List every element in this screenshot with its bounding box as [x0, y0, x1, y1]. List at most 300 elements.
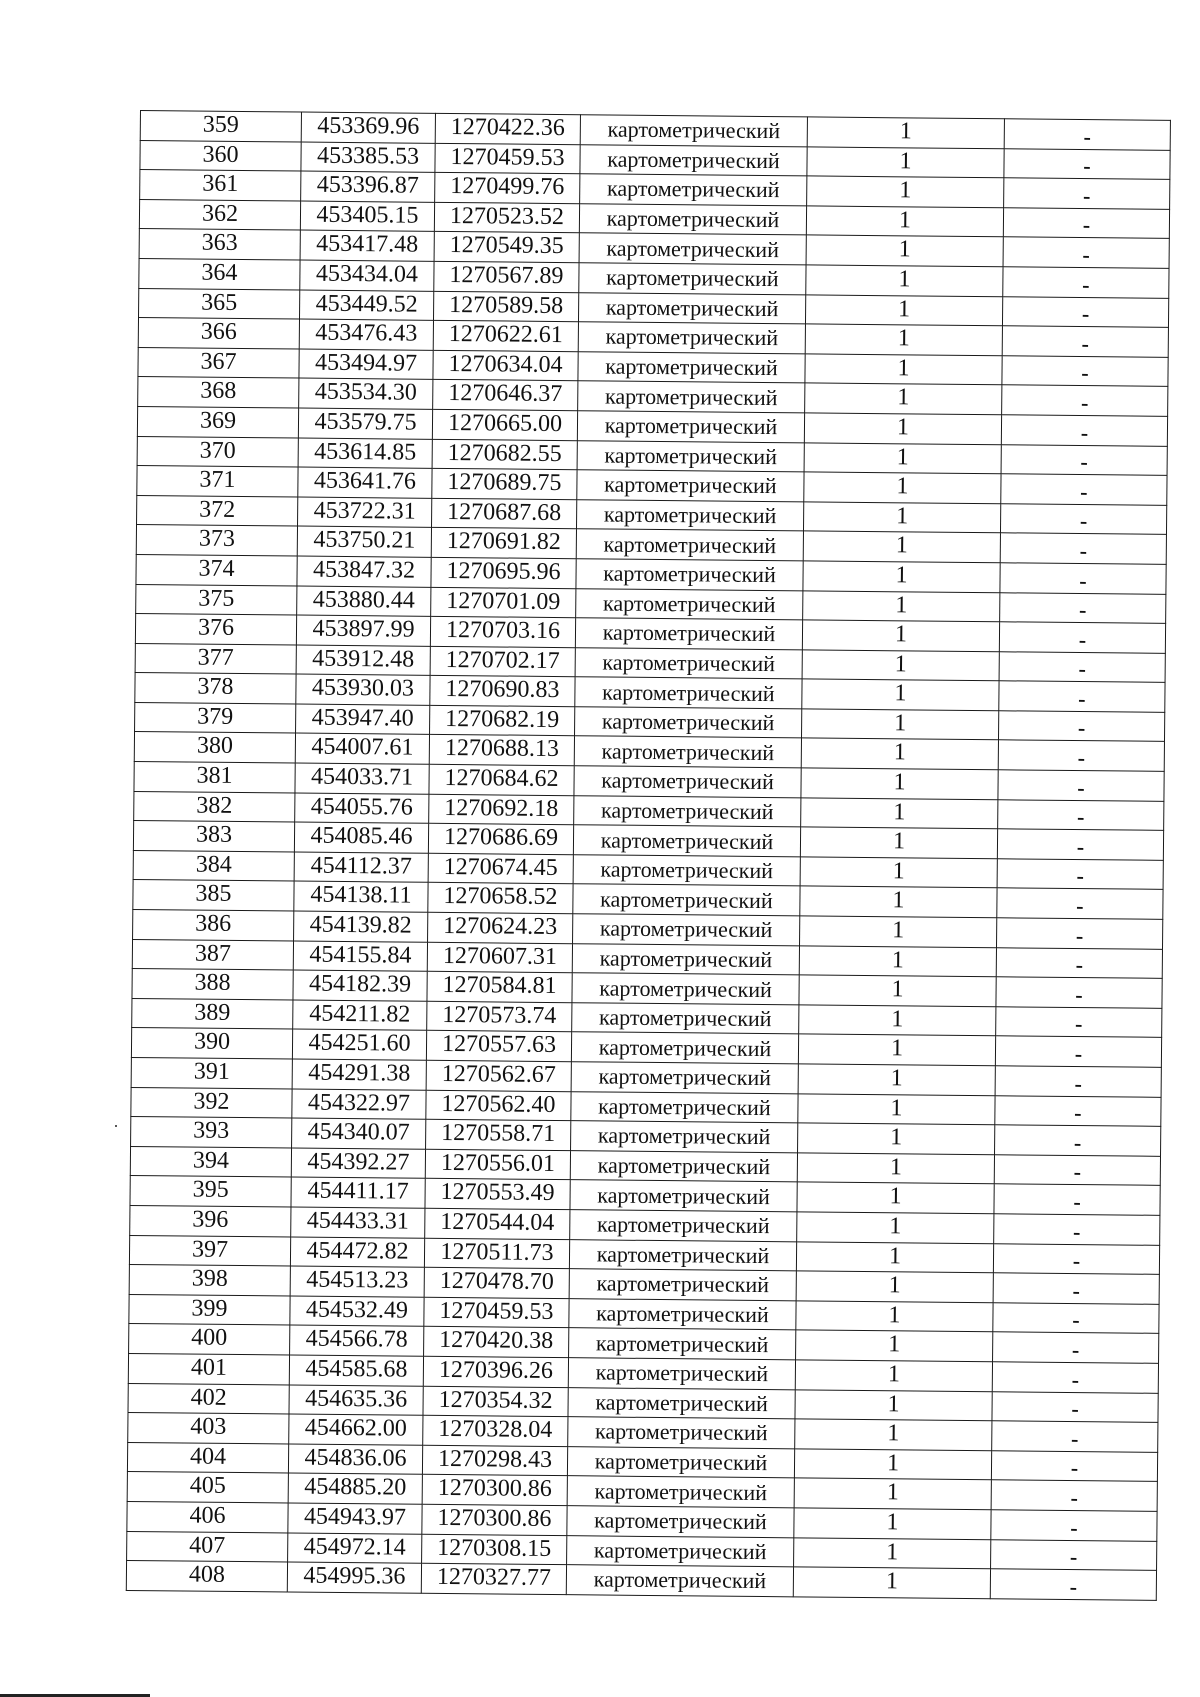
- method-cell: картометрический: [578, 381, 805, 413]
- x-coordinate-cell: 454635.36: [289, 1385, 423, 1416]
- description-cell: -: [993, 1302, 1159, 1333]
- precision-cell: 1: [793, 1567, 990, 1598]
- point-number-cell: 389: [132, 998, 293, 1029]
- point-number-cell: 387: [132, 939, 293, 970]
- point-number-cell: 391: [131, 1057, 292, 1088]
- point-number-cell: 377: [135, 643, 296, 674]
- description-cell: -: [1004, 178, 1170, 209]
- description-cell: -: [995, 1125, 1161, 1156]
- point-number-cell: 383: [133, 821, 294, 852]
- scan-dust-dot: [115, 1125, 117, 1127]
- method-cell: картометрический: [580, 174, 807, 206]
- point-number-cell: 366: [138, 318, 299, 349]
- precision-cell: 1: [794, 1478, 991, 1509]
- precision-cell: 1: [797, 1182, 994, 1213]
- x-coordinate-cell: 454182.39: [293, 970, 427, 1001]
- precision-cell: 1: [799, 975, 996, 1006]
- y-coordinate-cell: 1270690.83: [430, 676, 575, 707]
- point-number-cell: 382: [134, 791, 295, 822]
- precision-cell: 1: [801, 709, 998, 740]
- description-cell: -: [994, 1184, 1160, 1215]
- description-cell: -: [993, 1243, 1159, 1274]
- y-coordinate-cell: 1270562.67: [426, 1060, 571, 1091]
- precision-cell: 1: [795, 1360, 992, 1391]
- method-cell: картометрический: [573, 914, 800, 946]
- description-cell: -: [994, 1155, 1160, 1186]
- y-coordinate-cell: 1270682.19: [430, 705, 575, 736]
- precision-cell: 1: [803, 561, 1000, 592]
- method-cell: картометрический: [574, 766, 801, 798]
- point-number-cell: 381: [134, 762, 295, 793]
- y-coordinate-cell: 1270692.18: [429, 794, 574, 825]
- precision-cell: 1: [796, 1271, 993, 1302]
- precision-cell: 1: [798, 1064, 995, 1095]
- y-coordinate-cell: 1270420.38: [424, 1327, 569, 1358]
- precision-cell: 1: [798, 1123, 995, 1154]
- x-coordinate-cell: 454007.61: [295, 733, 429, 764]
- y-coordinate-cell: 1270328.04: [423, 1415, 568, 1446]
- y-coordinate-cell: 1270558.71: [426, 1119, 571, 1150]
- precision-cell: 1: [805, 294, 1002, 325]
- point-number-cell: 388: [132, 969, 293, 1000]
- y-coordinate-cell: 1270646.37: [433, 380, 578, 411]
- y-coordinate-cell: 1270665.00: [432, 409, 577, 440]
- description-cell: -: [993, 1273, 1159, 1304]
- point-number-cell: 390: [131, 1028, 292, 1059]
- y-coordinate-cell: 1270556.01: [425, 1149, 570, 1180]
- method-cell: картометрический: [577, 470, 804, 502]
- precision-cell: 1: [804, 472, 1001, 503]
- method-cell: картометрический: [574, 736, 801, 768]
- y-coordinate-cell: 1270396.26: [423, 1356, 568, 1387]
- x-coordinate-cell: 453405.15: [300, 201, 434, 232]
- x-coordinate-cell: 453912.48: [296, 645, 430, 676]
- description-cell: -: [991, 1480, 1157, 1511]
- point-number-cell: 376: [135, 614, 296, 645]
- x-coordinate-cell: 454138.11: [294, 881, 428, 912]
- method-cell: картометрический: [576, 588, 803, 620]
- x-coordinate-cell: 454251.60: [292, 1029, 426, 1060]
- point-number-cell: 401: [128, 1353, 289, 1384]
- x-coordinate-cell: 454513.23: [290, 1266, 424, 1297]
- method-cell: картометрический: [571, 1062, 798, 1094]
- precision-cell: 1: [795, 1389, 992, 1420]
- precision-cell: 1: [796, 1241, 993, 1272]
- point-number-cell: 393: [131, 1117, 292, 1148]
- point-number-cell: 360: [140, 140, 301, 171]
- precision-cell: 1: [794, 1508, 991, 1539]
- description-cell: -: [998, 711, 1164, 742]
- point-number-cell: 400: [129, 1324, 290, 1355]
- precision-cell: 1: [803, 590, 1000, 621]
- description-cell: -: [996, 1007, 1162, 1038]
- description-cell: -: [1001, 474, 1167, 505]
- x-coordinate-cell: 454033.71: [295, 763, 429, 794]
- method-cell: картометрический: [572, 1003, 799, 1035]
- method-cell: картометрический: [575, 677, 802, 709]
- precision-cell: 1: [806, 235, 1003, 266]
- x-coordinate-cell: 453369.96: [301, 112, 435, 143]
- method-cell: картометрический: [576, 499, 803, 531]
- point-number-cell: 384: [133, 850, 294, 881]
- x-coordinate-cell: 454433.31: [291, 1207, 425, 1238]
- y-coordinate-cell: 1270701.09: [431, 587, 576, 618]
- description-cell: -: [1000, 592, 1166, 623]
- description-cell: -: [1000, 503, 1166, 534]
- x-coordinate-cell: 453930.03: [296, 674, 430, 705]
- method-cell: картометрический: [566, 1565, 793, 1597]
- x-coordinate-cell: 453449.52: [299, 290, 433, 321]
- method-cell: картометрический: [567, 1446, 794, 1478]
- description-cell: -: [995, 1066, 1161, 1097]
- description-cell: -: [1001, 444, 1167, 475]
- y-coordinate-cell: 1270422.36: [435, 113, 580, 144]
- y-coordinate-cell: 1270544.04: [425, 1208, 570, 1239]
- method-cell: картометрический: [573, 855, 800, 887]
- x-coordinate-cell: 454155.84: [293, 941, 427, 972]
- x-coordinate-cell: 453750.21: [297, 526, 431, 557]
- point-number-cell: 364: [139, 258, 300, 289]
- method-cell: картометрический: [578, 322, 805, 354]
- method-cell: картометрический: [580, 115, 807, 147]
- x-coordinate-cell: 453417.48: [300, 230, 434, 261]
- point-number-cell: 359: [140, 111, 301, 142]
- method-cell: картометрический: [578, 292, 805, 324]
- method-cell: картометрический: [570, 1150, 797, 1182]
- precision-cell: 1: [796, 1301, 993, 1332]
- precision-cell: 1: [800, 857, 997, 888]
- y-coordinate-cell: 1270573.74: [427, 1001, 572, 1032]
- point-number-cell: 363: [139, 229, 300, 260]
- method-cell: картометрический: [571, 1091, 798, 1123]
- method-cell: картометрический: [579, 233, 806, 265]
- point-number-cell: 369: [137, 406, 298, 437]
- x-coordinate-cell: 454472.82: [290, 1237, 424, 1268]
- method-cell: картометрический: [577, 440, 804, 472]
- y-coordinate-cell: 1270622.61: [433, 320, 578, 351]
- description-cell: -: [1001, 415, 1167, 446]
- point-number-cell: 365: [139, 288, 300, 319]
- x-coordinate-cell: 453534.30: [299, 378, 433, 409]
- x-coordinate-cell: 454885.20: [288, 1473, 422, 1504]
- method-cell: картометрический: [567, 1506, 794, 1538]
- precision-cell: 1: [802, 679, 999, 710]
- method-cell: картометрический: [576, 559, 803, 591]
- description-cell: -: [997, 918, 1163, 949]
- description-cell: -: [1004, 148, 1170, 179]
- y-coordinate-cell: 1270567.89: [434, 261, 579, 292]
- description-cell: -: [1002, 356, 1168, 387]
- point-number-cell: 386: [133, 909, 294, 940]
- precision-cell: 1: [801, 798, 998, 829]
- description-cell: -: [995, 1036, 1161, 1067]
- y-coordinate-cell: 1270682.55: [432, 439, 577, 470]
- y-coordinate-cell: 1270634.04: [433, 350, 578, 381]
- description-cell: -: [992, 1362, 1158, 1393]
- description-cell: -: [990, 1569, 1156, 1600]
- precision-cell: 1: [801, 738, 998, 769]
- y-coordinate-cell: 1270695.96: [431, 557, 576, 588]
- x-coordinate-cell: 453880.44: [297, 586, 431, 617]
- description-cell: -: [1004, 119, 1170, 150]
- x-coordinate-cell: 453847.32: [297, 556, 431, 587]
- y-coordinate-cell: 1270459.53: [435, 143, 580, 174]
- description-cell: -: [997, 888, 1163, 919]
- method-cell: картометрический: [570, 1180, 797, 1212]
- point-number-cell: 368: [138, 377, 299, 408]
- x-coordinate-cell: 454291.38: [292, 1059, 426, 1090]
- y-coordinate-cell: 1270686.69: [428, 824, 573, 855]
- point-number-cell: 370: [137, 436, 298, 467]
- y-coordinate-cell: 1270327.77: [421, 1563, 566, 1594]
- precision-cell: 1: [803, 531, 1000, 562]
- precision-cell: 1: [807, 146, 1004, 177]
- point-number-cell: 392: [131, 1087, 292, 1118]
- method-cell: картометрический: [569, 1269, 796, 1301]
- x-coordinate-cell: 454943.97: [288, 1503, 422, 1534]
- x-coordinate-cell: 453641.76: [298, 467, 432, 498]
- description-cell: -: [997, 859, 1163, 890]
- method-cell: картометрический: [571, 1121, 798, 1153]
- x-coordinate-cell: 453434.04: [300, 260, 434, 291]
- x-coordinate-cell: 454972.14: [288, 1532, 422, 1563]
- description-cell: -: [1002, 326, 1168, 357]
- method-cell: картометрический: [572, 943, 799, 975]
- point-number-cell: 367: [138, 347, 299, 378]
- precision-cell: 1: [802, 620, 999, 651]
- description-cell: -: [996, 977, 1162, 1008]
- point-number-cell: 396: [130, 1205, 291, 1236]
- x-coordinate-cell: 454211.82: [293, 1000, 427, 1031]
- x-coordinate-cell: 454411.17: [291, 1177, 425, 1208]
- y-coordinate-cell: 1270674.45: [428, 853, 573, 884]
- y-coordinate-cell: 1270553.49: [425, 1179, 570, 1210]
- precision-cell: 1: [804, 442, 1001, 473]
- y-coordinate-cell: 1270511.73: [424, 1238, 569, 1269]
- y-coordinate-cell: 1270308.15: [422, 1534, 567, 1565]
- point-number-cell: 403: [128, 1413, 289, 1444]
- description-cell: -: [999, 622, 1165, 653]
- method-cell: картометрический: [575, 647, 802, 679]
- description-cell: -: [999, 651, 1165, 682]
- precision-cell: 1: [806, 206, 1003, 237]
- x-coordinate-cell: 453947.40: [296, 704, 430, 735]
- x-coordinate-cell: 454995.36: [287, 1562, 421, 1593]
- description-cell: -: [1003, 237, 1169, 268]
- method-cell: картометрический: [573, 884, 800, 916]
- x-coordinate-cell: 454392.27: [291, 1148, 425, 1179]
- precision-cell: 1: [807, 117, 1004, 148]
- y-coordinate-cell: 1270589.58: [433, 291, 578, 322]
- precision-cell: 1: [804, 413, 1001, 444]
- y-coordinate-cell: 1270607.31: [427, 942, 572, 973]
- precision-cell: 1: [805, 354, 1002, 385]
- y-coordinate-cell: 1270354.32: [423, 1386, 568, 1417]
- point-number-cell: 405: [127, 1472, 288, 1503]
- precision-cell: 1: [797, 1212, 994, 1243]
- method-cell: картометрический: [576, 529, 803, 561]
- description-cell: -: [1000, 533, 1166, 564]
- description-cell: -: [993, 1332, 1159, 1363]
- precision-cell: 1: [794, 1537, 991, 1568]
- x-coordinate-cell: 454836.06: [288, 1444, 422, 1475]
- coordinates-table-body: [126, 111, 1170, 1601]
- precision-cell: 1: [794, 1449, 991, 1480]
- point-number-cell: 362: [139, 199, 300, 230]
- point-number-cell: 379: [135, 702, 296, 733]
- description-cell: -: [1002, 296, 1168, 327]
- y-coordinate-cell: 1270523.52: [434, 202, 579, 233]
- method-cell: картометрический: [567, 1535, 794, 1567]
- point-number-cell: 385: [133, 880, 294, 911]
- precision-cell: 1: [805, 324, 1002, 355]
- method-cell: картометрический: [572, 973, 799, 1005]
- point-number-cell: 404: [127, 1442, 288, 1473]
- precision-cell: 1: [797, 1153, 994, 1184]
- precision-cell: 1: [800, 827, 997, 858]
- precision-cell: 1: [798, 1093, 995, 1124]
- description-cell: -: [994, 1214, 1160, 1245]
- y-coordinate-cell: 1270562.40: [426, 1090, 571, 1121]
- method-cell: картометрический: [567, 1476, 794, 1508]
- point-number-cell: 394: [130, 1146, 291, 1177]
- precision-cell: 1: [796, 1330, 993, 1361]
- precision-cell: 1: [800, 886, 997, 917]
- point-number-cell: 402: [128, 1383, 289, 1414]
- point-number-cell: 399: [129, 1294, 290, 1325]
- y-coordinate-cell: 1270478.70: [424, 1267, 569, 1298]
- x-coordinate-cell: 453722.31: [298, 497, 432, 528]
- x-coordinate-cell: 453476.43: [299, 319, 433, 350]
- method-cell: картометрический: [568, 1358, 795, 1390]
- description-cell: -: [992, 1421, 1158, 1452]
- method-cell: картометрический: [571, 1032, 798, 1064]
- method-cell: картометрический: [580, 144, 807, 176]
- description-cell: -: [998, 799, 1164, 830]
- point-number-cell: 380: [134, 732, 295, 763]
- method-cell: картометрический: [574, 795, 801, 827]
- point-number-cell: 361: [140, 170, 301, 201]
- method-cell: картометрический: [579, 204, 806, 236]
- method-cell: картометрический: [577, 411, 804, 443]
- x-coordinate-cell: 453396.87: [301, 171, 435, 202]
- y-coordinate-cell: 1270703.16: [430, 616, 575, 647]
- x-coordinate-cell: 454566.78: [290, 1325, 424, 1356]
- y-coordinate-cell: 1270702.17: [430, 646, 575, 677]
- method-cell: картометрический: [569, 1328, 796, 1360]
- point-number-cell: 407: [127, 1531, 288, 1562]
- point-number-cell: 406: [127, 1501, 288, 1532]
- y-coordinate-cell: 1270688.13: [429, 735, 574, 766]
- precision-cell: 1: [805, 383, 1002, 414]
- precision-cell: 1: [798, 1034, 995, 1065]
- x-coordinate-cell: 454055.76: [295, 793, 429, 824]
- x-coordinate-cell: 454112.37: [294, 852, 428, 883]
- description-cell: -: [1000, 563, 1166, 594]
- y-coordinate-cell: 1270689.75: [432, 468, 577, 499]
- description-cell: -: [996, 947, 1162, 978]
- description-cell: -: [998, 740, 1164, 771]
- point-number-cell: 397: [129, 1235, 290, 1266]
- y-coordinate-cell: 1270691.82: [431, 528, 576, 559]
- method-cell: картометрический: [578, 351, 805, 383]
- x-coordinate-cell: 454139.82: [294, 911, 428, 942]
- coordinates-table: [126, 110, 1171, 1601]
- description-cell: -: [997, 829, 1163, 860]
- method-cell: картометрический: [573, 825, 800, 857]
- precision-cell: 1: [800, 916, 997, 947]
- x-coordinate-cell: 454532.49: [290, 1296, 424, 1327]
- method-cell: картометрический: [569, 1239, 796, 1271]
- description-cell: -: [998, 770, 1164, 801]
- description-cell: -: [995, 1095, 1161, 1126]
- x-coordinate-cell: 454662.00: [289, 1414, 423, 1445]
- x-coordinate-cell: 453494.97: [299, 349, 433, 380]
- point-number-cell: 395: [130, 1176, 291, 1207]
- x-coordinate-cell: 454585.68: [289, 1355, 423, 1386]
- x-coordinate-cell: 453385.53: [301, 142, 435, 173]
- y-coordinate-cell: 1270557.63: [426, 1031, 571, 1062]
- x-coordinate-cell: 453579.75: [298, 408, 432, 439]
- description-cell: -: [991, 1510, 1157, 1541]
- x-coordinate-cell: 454085.46: [294, 822, 428, 853]
- description-cell: -: [1003, 267, 1169, 298]
- point-number-cell: 374: [136, 554, 297, 585]
- point-number-cell: 408: [126, 1561, 287, 1592]
- y-coordinate-cell: 1270499.76: [435, 173, 580, 204]
- point-number-cell: 375: [136, 584, 297, 615]
- precision-cell: 1: [801, 768, 998, 799]
- precision-cell: 1: [799, 1005, 996, 1036]
- method-cell: картометрический: [568, 1417, 795, 1449]
- precision-cell: 1: [807, 176, 1004, 207]
- x-coordinate-cell: 454340.07: [292, 1118, 426, 1149]
- method-cell: картометрический: [568, 1387, 795, 1419]
- x-coordinate-cell: 453897.99: [296, 615, 430, 646]
- precision-cell: 1: [806, 265, 1003, 296]
- description-cell: -: [991, 1539, 1157, 1570]
- y-coordinate-cell: 1270298.43: [422, 1445, 567, 1476]
- x-coordinate-cell: 453614.85: [298, 438, 432, 469]
- precision-cell: 1: [799, 945, 996, 976]
- y-coordinate-cell: 1270624.23: [428, 912, 573, 943]
- description-cell: -: [992, 1391, 1158, 1422]
- method-cell: картометрический: [575, 707, 802, 739]
- y-coordinate-cell: 1270300.86: [422, 1504, 567, 1535]
- point-number-cell: 373: [136, 525, 297, 556]
- y-coordinate-cell: 1270549.35: [434, 232, 579, 263]
- precision-cell: 1: [803, 502, 1000, 533]
- description-cell: -: [999, 681, 1165, 712]
- y-coordinate-cell: 1270300.86: [422, 1475, 567, 1506]
- y-coordinate-cell: 1270658.52: [428, 883, 573, 914]
- method-cell: картометрический: [575, 618, 802, 650]
- description-cell: -: [991, 1450, 1157, 1481]
- description-cell: -: [1003, 208, 1169, 239]
- y-coordinate-cell: 1270584.81: [427, 972, 572, 1003]
- method-cell: картометрический: [570, 1210, 797, 1242]
- point-number-cell: 372: [137, 495, 298, 526]
- method-cell: картометрический: [569, 1298, 796, 1330]
- y-coordinate-cell: 1270684.62: [429, 764, 574, 795]
- point-number-cell: 371: [137, 466, 298, 497]
- point-number-cell: 378: [135, 673, 296, 704]
- x-coordinate-cell: 454322.97: [292, 1089, 426, 1120]
- precision-cell: 1: [795, 1419, 992, 1450]
- point-number-cell: 398: [129, 1265, 290, 1296]
- description-cell: -: [1002, 385, 1168, 416]
- method-cell: картометрический: [579, 263, 806, 295]
